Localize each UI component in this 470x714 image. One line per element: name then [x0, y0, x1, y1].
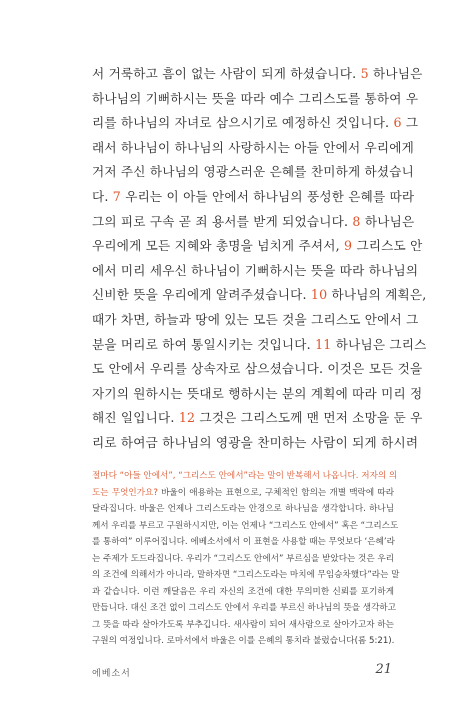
text-run: 하나님은 [368, 66, 423, 81]
scripture-line [92, 308, 419, 333]
text-run: 에서 미리 세우신 하나님이 기뻐하시는 뜻을 따라 하나님의 [92, 262, 419, 278]
text-run: 다. [92, 188, 113, 204]
text-run: 만듭니다. 대신 조건 없이 그리스도 안에서 우리를 부르신 하나님의 뜻을 생각하고 [92, 603, 397, 613]
verse-number: 12 [178, 410, 196, 426]
text-run: 께서 우리를 부르고 구원하시지만, 이는 언제나 “그리스도 안에서” 혹은 “그리스도 [92, 520, 399, 531]
text-run: 도 안에서 우리를 상속자로 삼으셨습니다. 이것은 모든 것을 [92, 361, 423, 377]
commentary-line [92, 567, 400, 584]
text-run: 우리는 이 아들 안에서 하나님의 풍성한 은혜를 따라 [121, 188, 415, 204]
scripture-line [92, 357, 423, 382]
verse-number: 11 [315, 336, 332, 352]
scripture-line [92, 111, 419, 136]
text-run: 서 거룩하고 흠이 없는 사람이 되게 하셨습니다. [92, 66, 361, 81]
scripture-line [92, 62, 423, 87]
text-run: 그 [401, 115, 419, 131]
scripture-text [92, 62, 427, 456]
verse-number: 6 [393, 115, 402, 131]
text-run: 자기의 원하시는 뜻대로 행하시는 분의 계획에 따라 미리 정 [92, 385, 423, 401]
text-run: 때가 차면, 하늘과 땅에 있는 모든 것을 그리스도 안에서 그 [92, 311, 419, 327]
text-run: 그 뜻을 따라 살아가도록 부추깁니다. 새사람이 되어 새사람으로 살아가고자 하는 [92, 619, 394, 630]
text-run: 분을 머리로 하여 통일시키는 것입니다. [92, 336, 316, 352]
text-run: 거저 주신 하나님의 영광스러운 은혜를 찬미하게 하셨습니 [92, 164, 414, 180]
commentary-note [92, 468, 400, 650]
text-run: 달라집니다. 바울은 언제나 그리스도라는 안경으로 하나님을 생각합니다. 하나님 [92, 504, 394, 514]
text-run: 는 주제가 도드라집니다. 우리가 “그리스도 안에서” 부르심을 받았다는 것은 우리 [92, 553, 394, 564]
text-run: 그것은 그리스도께 맨 먼저 소망을 둔 우 [195, 410, 423, 426]
text-run: 해진 일입니다. [92, 410, 179, 426]
question-text: 도는 무엇인가요? [92, 487, 158, 498]
scripture-line [92, 283, 427, 308]
text-run: 를 통하여” 이루어집니다. 에베소서에서 이 표현을 사용할 때는 무엇보다 ‘은혜’라 [92, 537, 395, 547]
scripture-line [92, 259, 419, 284]
text-run: 바울이 애용하는 표현으로, 구체적인 함의는 개별 맥락에 따라 [157, 487, 394, 498]
running-footer-title: 에베소서 [92, 669, 131, 679]
question-text: 절마다 “아들 안에서”, “그리스도 안에서”라는 말이 반복해서 나옵니다. 저자의 의 [92, 471, 398, 481]
scripture-line [92, 431, 419, 456]
text-run: 하나님의 기뻐하시는 뜻을 따라 예수 그리스도를 통하여 우 [92, 90, 419, 106]
commentary-line [92, 501, 394, 518]
text-run: 하나님은 그리스 [331, 336, 427, 352]
scripture-line [92, 382, 423, 407]
verse-number: 9 [344, 238, 353, 254]
page-number: 21 [375, 662, 392, 677]
scripture-line [92, 160, 414, 185]
text-run: 리를 하나님의 자녀로 삼으시기로 예정하신 것입니다. [92, 115, 394, 131]
scripture-line [92, 234, 423, 259]
text-run: 리로 하여금 하나님의 영광을 찬미하는 사람이 되게 하시려 [92, 434, 419, 450]
text-run: 구원의 여정입니다. 로마서에서 바울은 이를 은혜의 통치라 불렀습니다(롬 5:21). [92, 636, 395, 646]
text-run: 신비한 뜻을 우리에게 알려주셨습니다. [92, 287, 311, 303]
scripture-line [92, 136, 414, 161]
commentary-line [92, 617, 394, 634]
text-run: 하나님의 계획은, [327, 287, 427, 303]
scripture-line [92, 87, 419, 112]
text-run: 그의 피로 구속 곧 죄 용서를 받게 되었습니다. [92, 213, 353, 229]
commentary-line [92, 534, 394, 551]
commentary-line [92, 551, 394, 568]
text-run: 래서 하나님이 하나님의 사랑하시는 아들 안에서 우리에게 [92, 139, 414, 155]
text-run: 그리스도 안 [352, 238, 423, 254]
verse-number: 7 [112, 188, 121, 204]
scripture-line [92, 210, 415, 235]
verse-number: 8 [352, 213, 361, 229]
commentary-line [92, 468, 398, 485]
commentary-line [92, 600, 397, 617]
text-run: 우리에게 모든 지혜와 총명을 넘치게 주셔서, [92, 238, 345, 254]
text-run: 의 조건에 의해서가 아니라, 말하자면 “그리스도라는 마치에 무임승차했다”라는 말 [92, 570, 400, 580]
scripture-line [92, 185, 415, 210]
commentary-line [92, 633, 394, 650]
commentary-line [92, 518, 399, 535]
commentary-line [92, 584, 394, 601]
verse-number: 10 [310, 287, 328, 303]
text-run: 과 같습니다. 이런 깨달음은 우리 자신의 조건에 대한 무의미한 신뢰를 포기하게 [92, 586, 394, 597]
text-run: 하나님은 [360, 213, 415, 229]
verse-number: 5 [360, 66, 369, 81]
scripture-line [92, 333, 427, 358]
scripture-line [92, 406, 423, 431]
commentary-line [92, 485, 394, 502]
